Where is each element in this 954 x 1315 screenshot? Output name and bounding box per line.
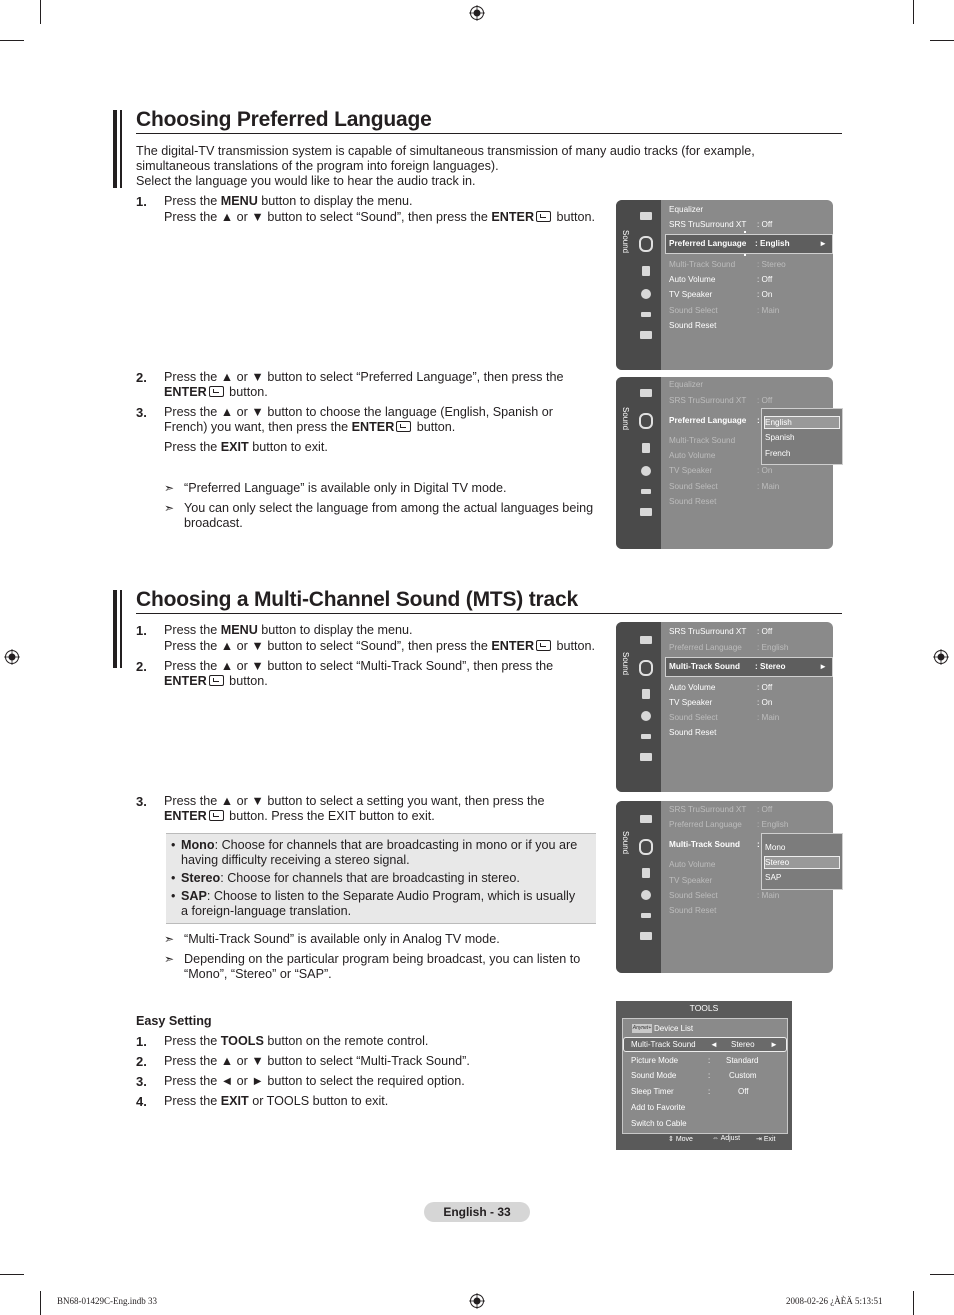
note-arrow-icon: ➣: [164, 481, 175, 495]
sound-icon: [639, 413, 653, 429]
section-bar: [120, 590, 122, 668]
menu-row-active[interactable]: Preferred Language :: [669, 416, 760, 425]
menu-sidebar: [616, 622, 661, 792]
dropdown-option[interactable]: Stereo: [765, 858, 790, 867]
menu-row[interactable]: SRS TruSurround XT : Off: [669, 805, 773, 814]
registration-mark-icon: [933, 649, 949, 665]
menu-row[interactable]: Auto Volume : Off: [669, 275, 773, 284]
dropdown-option[interactable]: English: [765, 418, 792, 427]
tools-item-selected[interactable]: [623, 1037, 787, 1052]
step-number: 2.: [136, 1054, 147, 1069]
crop-mark: [930, 1274, 954, 1275]
menu-row[interactable]: Sound Select : Main: [669, 891, 780, 900]
note-arrow-icon: ➣: [164, 952, 175, 966]
input-icon: [641, 312, 651, 317]
menu-row[interactable]: SRS TruSurround XT : Off: [669, 396, 773, 405]
easy-setting-title: Easy Setting: [136, 1014, 212, 1028]
side-label: Sound: [621, 652, 630, 676]
note-arrow-icon: ➣: [164, 932, 175, 946]
menu-row[interactable]: Sound Select : Main: [669, 306, 780, 315]
menu-row[interactable]: TV Speaker : On: [669, 466, 773, 475]
menu-row[interactable]: Sound Reset: [669, 321, 717, 330]
step-number: 2.: [136, 659, 147, 674]
move-hint: ⇕ Move: [668, 1136, 693, 1143]
step-text: [164, 659, 614, 689]
menu-row[interactable]: TV Speaker : On: [669, 698, 773, 707]
step-text: [164, 623, 614, 654]
note-text: “Preferred Language” is available only in Digital TV mode.: [184, 481, 507, 495]
step-number: 1.: [136, 194, 147, 209]
enter-icon: [209, 386, 224, 397]
step-line: Press the EXIT button to exit.: [164, 440, 328, 454]
menu-row[interactable]: Auto Volume : Off: [669, 683, 773, 692]
step-text: Press the ▲ or ▼ button to select “Multi-Track Sound”.: [164, 1054, 470, 1068]
sound-menu-screen: [616, 801, 833, 973]
crop-mark: [40, 1291, 41, 1315]
step-line: ENTER button. Press the EXIT button to exit.: [164, 809, 435, 823]
input-icon: [641, 489, 651, 494]
step-line: Press the ▲ or ▼ button to select a setting you want, then press the: [164, 794, 545, 808]
side-label: Sound: [621, 407, 630, 431]
step-line: Press the ▲ or ▼ button to select “Sound”, then press the ENTER button.: [164, 210, 596, 224]
menu-row[interactable]: Sound Reset: [669, 728, 717, 737]
channel-icon: [642, 266, 650, 276]
menu-row[interactable]: TV Speaker : On: [669, 290, 773, 299]
step-text: Press the ◄ or ► button to select the required option.: [164, 1074, 465, 1088]
setup-gear-icon: [641, 289, 651, 299]
menu-row[interactable]: Sound Reset: [669, 906, 717, 915]
side-label: Sound: [621, 831, 630, 855]
picture-icon: [640, 815, 652, 823]
menu-row[interactable]: TV Speaker: [669, 876, 713, 885]
step-text: [164, 794, 614, 824]
channel-icon: [642, 868, 650, 878]
crop-mark: [0, 1274, 24, 1275]
setup-gear-icon: [641, 711, 651, 721]
step-line: Press the MENU button to display the menu.: [164, 194, 413, 208]
step-line: Press the ▲ or ▼ button to select “Multi-Track Sound”, then press the: [164, 659, 554, 673]
step-line: Press the ▲ or ▼ button to select “Sound”, then press the ENTER button.: [164, 639, 596, 653]
registration-mark-icon: [469, 1293, 485, 1309]
dropdown-option[interactable]: SAP: [765, 873, 782, 882]
channel-icon: [642, 689, 650, 699]
menu-row-highlighted[interactable]: Preferred Language : English ►: [665, 234, 833, 254]
page-number: English - 33: [424, 1202, 530, 1222]
enter-icon: [396, 421, 411, 432]
bullet-dot: •: [171, 871, 176, 885]
crop-mark: [913, 1291, 914, 1315]
setup-gear-icon: [641, 466, 651, 476]
bullet-item: Mono: Choose for channels that are broadcasting in mono or if you are having difficulty receiving a stereo signal.: [181, 838, 578, 867]
step-text: Press the TOOLS button on the remote control.: [164, 1034, 429, 1048]
step-text: [164, 405, 614, 455]
picture-icon: [640, 636, 652, 644]
anynet-logo-icon: Anynet+: [632, 1025, 652, 1031]
tools-item-value: Stereo: [731, 1040, 755, 1049]
side-label: Sound: [621, 230, 630, 254]
picture-icon: [640, 389, 652, 397]
section-bar: [113, 110, 117, 188]
page-title: Choosing Preferred Language: [136, 108, 432, 131]
menu-sidebar: [616, 200, 661, 370]
leftright-icon: ⇔: [712, 1135, 719, 1142]
print-slug-right: 2008-02-26 ¿ÀÈÄ 5:13:51: [786, 1296, 883, 1306]
crop-mark: [913, 0, 914, 24]
application-icon: [640, 331, 652, 339]
sound-menu-screen: [616, 377, 833, 549]
note-text: “Multi-Track Sound” is available only in Analog TV mode.: [184, 932, 500, 946]
menu-row[interactable]: SRS TruSurround XT : Off: [669, 220, 773, 229]
bullet-dot: •: [171, 838, 176, 852]
sound-icon: [639, 660, 653, 676]
menu-row[interactable]: Preferred Language : English: [669, 820, 789, 829]
channel-icon: [642, 443, 650, 453]
section-bar: [120, 110, 122, 188]
menu-row[interactable]: SRS TruSurround XT : Off: [669, 627, 773, 636]
enter-icon: [209, 675, 224, 686]
tools-title: TOOLS: [689, 1003, 719, 1013]
menu-row[interactable]: Sound Select : Main: [669, 713, 780, 722]
crop-mark: [0, 40, 24, 41]
menu-row[interactable]: Equalizer: [669, 380, 704, 389]
registration-mark-icon: [4, 649, 20, 665]
menu-row[interactable]: Preferred Language : English: [669, 643, 789, 652]
note-arrow-icon: ➣: [164, 501, 175, 515]
step-line: Press the ▲ or ▼ button to select “Preferred Language”, then press the: [164, 370, 564, 384]
updown-icon: ⇕: [668, 1136, 674, 1143]
note-text: You can only select the language from among the actual languages being broadcast.: [184, 501, 594, 530]
step-number: 4.: [136, 1094, 147, 1109]
input-icon: [641, 734, 651, 739]
title-rule: [136, 613, 842, 614]
bullet-dot: •: [171, 889, 176, 903]
menu-row-active[interactable]: Multi-Track Sound :: [669, 840, 760, 849]
step-line: Press the MENU button to display the menu.: [164, 623, 413, 637]
sound-menu-screen: [616, 200, 833, 370]
step-number: 1.: [136, 623, 147, 638]
adjust-hint: ⇔ Adjust: [712, 1135, 741, 1142]
enter-icon: [536, 211, 551, 222]
mts-dropdown[interactable]: [761, 833, 843, 890]
print-slug-left: BN68-01429C-Eng.indb 33: [57, 1296, 157, 1306]
sound-icon: [639, 839, 653, 855]
tools-item-device-list[interactable]: Device List: [654, 1024, 694, 1033]
tools-menu: [616, 1001, 792, 1150]
intro-line: The digital-TV transmission system is capable of simultaneous transmission of many audio tracks (for example,: [136, 144, 755, 158]
menu-sidebar: [616, 377, 661, 549]
step-line: ENTER button.: [164, 674, 268, 688]
menu-row[interactable]: Multi-Track Sound: [669, 436, 736, 445]
arrow-right-icon[interactable]: ►: [770, 1040, 778, 1049]
step-number: 3.: [136, 405, 147, 420]
menu-row[interactable]: Sound Select : Main: [669, 482, 780, 491]
step-line: Press the ▲ or ▼ button to choose the language (English, Spanish or: [164, 405, 553, 419]
sound-menu-screen: [616, 622, 833, 792]
menu-row-highlighted[interactable]: Multi-Track Sound : Stereo ►: [665, 657, 833, 677]
input-icon: [641, 913, 651, 918]
dropdown-option[interactable]: Spanish: [765, 433, 795, 442]
application-icon: [640, 753, 652, 761]
step-text: [164, 370, 614, 400]
scroll-dot: [744, 254, 746, 256]
dropdown-option[interactable]: Mono: [765, 843, 786, 852]
tools-body: Anynet+ Device List Multi-Track Sound ◄ Stereo ► Picture Mode : Standard Sound Mode : Custom Sleep Timer : Off Add to Favorite Switch to Cable: [622, 1018, 788, 1134]
bullet-item: Stereo: Choose for channels that are broadcasting in stereo.: [181, 871, 520, 885]
application-icon: [640, 932, 652, 940]
arrow-right-icon: ►: [819, 239, 827, 248]
arrow-right-icon: ►: [819, 662, 827, 671]
step-text: Press the EXIT or TOOLS button to exit.: [164, 1094, 389, 1108]
intro-line: Select the language you would like to hear the audio track in.: [136, 174, 476, 188]
title-rule: [136, 133, 842, 134]
menu-row[interactable]: Multi-Track Sound : Stereo: [669, 260, 786, 269]
step-number: 3.: [136, 794, 147, 809]
section-bar: [113, 590, 117, 668]
dropdown-option[interactable]: French: [765, 449, 791, 458]
picture-icon: [640, 212, 652, 220]
note-text: Depending on the particular program being broadcast, you can listen to “Mono”, “Stereo” or “SAP”.: [184, 952, 581, 981]
scroll-dot: [744, 231, 746, 233]
menu-row[interactable]: Auto Volume: [669, 860, 716, 869]
sound-icon: [639, 236, 653, 252]
menu-row[interactable]: Equalizer: [669, 205, 704, 214]
menu-sidebar: [616, 801, 661, 973]
menu-row[interactable]: Sound Reset: [669, 497, 717, 506]
step-text: [164, 194, 614, 225]
registration-mark-icon: [469, 5, 485, 21]
exit-hint: ⇥ Exit: [756, 1136, 776, 1143]
step-line: ENTER button.: [164, 385, 268, 399]
intro-paragraph: [136, 144, 836, 189]
step-line: French) you want, then press the ENTER button.: [164, 420, 456, 434]
enter-icon: [209, 810, 224, 821]
crop-mark: [930, 40, 954, 41]
enter-icon: [536, 640, 551, 651]
arrow-left-icon[interactable]: ◄: [710, 1040, 718, 1049]
exit-icon: ⇥: [756, 1136, 762, 1143]
menu-row[interactable]: Auto Volume: [669, 451, 716, 460]
section-title: Choosing a Multi-Channel Sound (MTS) track: [136, 588, 578, 611]
tools-item-label: Multi-Track Sound: [631, 1040, 696, 1049]
bullet-item: SAP: Choose to listen to the Separate Audio Program, which is usually a foreign-language translation.: [181, 889, 576, 918]
crop-mark: [40, 0, 41, 24]
application-icon: [640, 508, 652, 516]
step-number: 2.: [136, 370, 147, 385]
step-number: 1.: [136, 1034, 147, 1049]
language-dropdown[interactable]: [761, 408, 843, 465]
setup-gear-icon: [641, 890, 651, 900]
intro-line: simultaneous translations of the program into foreign languages).: [136, 159, 499, 173]
step-number: 3.: [136, 1074, 147, 1089]
